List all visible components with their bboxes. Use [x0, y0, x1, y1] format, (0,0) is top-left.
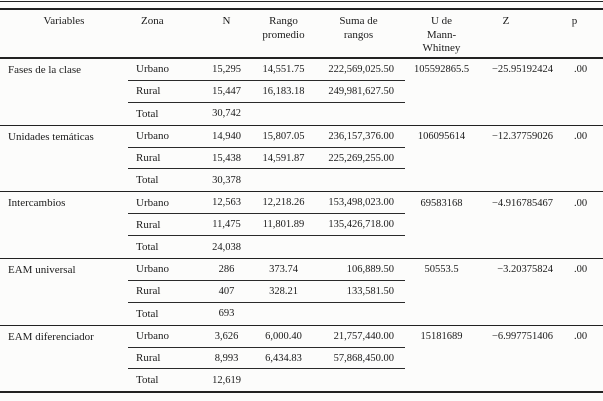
cell-zona: Total — [136, 241, 159, 254]
cell-suma: 225,269,255.00 — [312, 148, 405, 170]
cell-z — [478, 214, 558, 236]
cell-suma — [312, 103, 405, 125]
cell-p — [558, 303, 603, 325]
cell-rango: 6,000.40 — [255, 326, 312, 348]
cell-u — [405, 303, 478, 325]
header-line: Z — [502, 15, 510, 27]
cell-zona: Urbano — [128, 59, 198, 81]
header-line: Variables — [43, 15, 85, 27]
cell-suma: 57,868,450.00 — [312, 348, 405, 370]
cell-rango: 328.21 — [255, 281, 312, 303]
variable-name-cell: Fases de la clase — [8, 63, 81, 76]
cell-zona: Rural — [128, 281, 198, 303]
header-cell-z — [478, 10, 558, 57]
cell-u — [405, 103, 478, 125]
cell-rango — [255, 236, 312, 258]
cell-z — [478, 236, 558, 258]
table-row — [0, 169, 603, 191]
variable-name-cell — [0, 348, 128, 370]
cell-p: .00 — [573, 64, 588, 76]
cell-zona: Total — [136, 374, 159, 387]
variable-group — [0, 259, 603, 326]
cell-u: 69583168 — [420, 197, 463, 209]
cell-n: 15,438 — [198, 148, 255, 170]
cell-p: .00 — [573, 131, 588, 143]
variable-group — [0, 326, 603, 394]
cell-rango: 12,218.26 — [255, 192, 312, 214]
header-cell-rango — [255, 10, 312, 57]
table-row — [0, 81, 603, 103]
header-line: Rango — [269, 15, 298, 27]
table-row — [0, 303, 603, 325]
variable-name-cell — [0, 148, 128, 170]
cell-n: 15,447 — [198, 81, 255, 103]
table-row — [0, 126, 603, 148]
table-row — [0, 236, 603, 258]
cell-n: 24,038 — [212, 241, 241, 253]
header-line: Zona — [141, 15, 164, 27]
cell-z: −12.37759026 — [491, 131, 553, 143]
header-cell-variables — [0, 10, 128, 57]
cell-p — [558, 103, 603, 125]
cell-p: .00 — [573, 197, 588, 209]
cell-suma: 133,581.50 — [312, 281, 405, 303]
cell-z — [478, 348, 558, 370]
cell-zona: Urbano — [128, 326, 198, 348]
table-row — [0, 348, 603, 370]
variable-name-cell — [0, 281, 128, 303]
cell-zona: Rural — [128, 81, 198, 103]
cell-n: 693 — [218, 308, 235, 320]
cell-suma: 106,889.50 — [312, 259, 405, 281]
cell-u — [405, 369, 478, 391]
header-line: U de — [430, 15, 453, 27]
cell-p — [558, 236, 603, 258]
cell-z — [478, 369, 558, 391]
cell-z: −6.997751406 — [491, 331, 553, 343]
header-line: p — [571, 15, 578, 27]
cell-u: 105592865.5 — [413, 64, 470, 76]
header-cell-p — [558, 10, 603, 57]
cell-p — [558, 369, 603, 391]
cell-z — [478, 169, 558, 191]
cell-n: 30,742 — [212, 108, 241, 120]
cell-zona: Rural — [128, 214, 198, 236]
cell-zona: Total — [136, 107, 159, 120]
header-line: promedio — [262, 28, 305, 41]
cell-rango: 373.74 — [255, 259, 312, 281]
cell-z — [478, 281, 558, 303]
variable-name-cell — [0, 214, 128, 236]
cell-rango: 6,434.83 — [255, 348, 312, 370]
variable-group — [0, 126, 603, 193]
cell-n: 8,993 — [198, 348, 255, 370]
table-row — [0, 214, 603, 236]
cell-z: −3.20375824 — [497, 264, 553, 276]
cell-suma: 249,981,627.50 — [312, 81, 405, 103]
table-row — [0, 281, 603, 303]
cell-z — [478, 303, 558, 325]
cell-p — [558, 348, 603, 370]
cell-u: 50553.5 — [424, 264, 459, 276]
table-row — [0, 103, 603, 125]
cell-rango: 14,551.75 — [255, 59, 312, 81]
cell-u: 15181689 — [420, 331, 463, 343]
cell-suma — [312, 369, 405, 391]
cell-rango — [255, 103, 312, 125]
header-cell-n — [198, 10, 255, 57]
cell-zona: Urbano — [128, 192, 198, 214]
cell-u — [405, 169, 478, 191]
cell-rango — [255, 169, 312, 191]
header-cell-suma — [312, 10, 405, 57]
variable-name-cell: Unidades temáticas — [8, 130, 94, 143]
table-row — [0, 192, 603, 214]
variable-name-cell: EAM diferenciador — [8, 330, 94, 343]
cell-zona: Urbano — [128, 126, 198, 148]
cell-n: 12,619 — [212, 374, 241, 386]
cell-u — [405, 214, 478, 236]
cell-n: 15,295 — [198, 59, 255, 81]
cell-p — [558, 148, 603, 170]
variable-name-cell — [0, 303, 128, 325]
cell-rango: 16,183.18 — [255, 81, 312, 103]
cell-suma: 236,157,376.00 — [312, 126, 405, 148]
cell-suma — [312, 236, 405, 258]
cell-rango: 14,591.87 — [255, 148, 312, 170]
variable-name-cell: Intercambios — [8, 197, 66, 210]
cell-p — [558, 281, 603, 303]
variable-name-cell — [0, 169, 128, 191]
cell-p — [558, 169, 603, 191]
cell-suma: 135,426,718.00 — [312, 214, 405, 236]
cell-rango: 15,807.05 — [255, 126, 312, 148]
cell-suma: 21,757,440.00 — [312, 326, 405, 348]
header-line: rangos — [343, 28, 374, 41]
table-top-rule-outer — [0, 1, 603, 2]
cell-p — [558, 214, 603, 236]
cell-u — [405, 281, 478, 303]
cell-u: 106095614 — [417, 131, 466, 143]
cell-zona: Urbano — [128, 259, 198, 281]
cell-n: 30,378 — [212, 174, 241, 186]
table-row — [0, 59, 603, 81]
header-line: Suma de — [339, 15, 378, 27]
cell-z — [478, 103, 558, 125]
variable-group — [0, 192, 603, 259]
cell-u — [405, 348, 478, 370]
variable-name-cell — [0, 81, 128, 103]
cell-zona: Rural — [128, 348, 198, 370]
table-row — [0, 148, 603, 170]
cell-rango — [255, 303, 312, 325]
variable-name-cell — [0, 369, 128, 391]
cell-n: 11,475 — [198, 214, 255, 236]
header-line: N — [222, 15, 231, 27]
header-cell-u — [405, 10, 478, 57]
variable-name-cell — [0, 236, 128, 258]
table-row — [0, 259, 603, 281]
cell-p: .00 — [573, 264, 588, 276]
cell-n: 12,563 — [198, 192, 255, 214]
cell-n: 407 — [198, 281, 255, 303]
cell-zona: Total — [136, 174, 159, 187]
variable-name-cell — [0, 103, 128, 125]
variable-name-cell: EAM universal — [8, 263, 76, 276]
cell-suma: 153,498,023.00 — [312, 192, 405, 214]
cell-z: −4.916785467 — [491, 197, 553, 209]
cell-z: −25.95192424 — [491, 64, 553, 76]
cell-suma — [312, 169, 405, 191]
table-row — [0, 369, 603, 391]
cell-u — [405, 236, 478, 258]
cell-p: .00 — [573, 331, 588, 343]
cell-zona: Rural — [128, 148, 198, 170]
cell-z — [478, 148, 558, 170]
cell-u — [405, 81, 478, 103]
table-row — [0, 326, 603, 348]
cell-zona: Total — [136, 307, 159, 320]
table-header-row — [0, 10, 603, 59]
variable-group — [0, 59, 603, 126]
cell-n: 14,940 — [198, 126, 255, 148]
cell-suma — [312, 303, 405, 325]
cell-p — [558, 81, 603, 103]
table-body — [0, 59, 603, 393]
cell-u — [405, 148, 478, 170]
cell-suma: 222,569,025.50 — [312, 59, 405, 81]
header-line: Mann- — [426, 28, 457, 41]
header-line: Whitney — [422, 42, 461, 54]
cell-rango — [255, 369, 312, 391]
cell-n: 3,626 — [198, 326, 255, 348]
cell-rango: 11,801.89 — [255, 214, 312, 236]
cell-z — [478, 81, 558, 103]
cell-n: 286 — [198, 259, 255, 281]
header-cell-zona — [128, 10, 198, 57]
